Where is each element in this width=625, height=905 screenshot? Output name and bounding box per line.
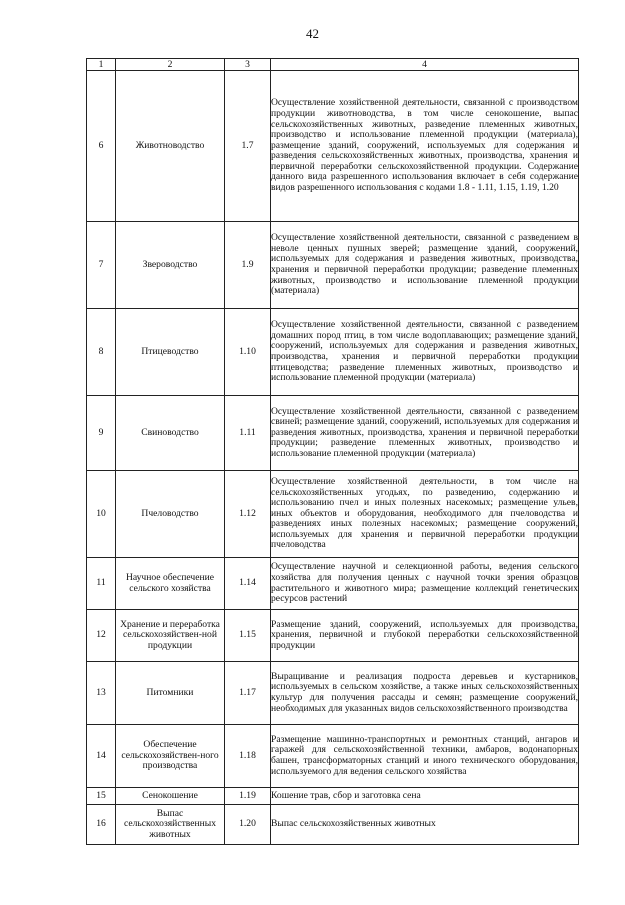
row-code: 1.14 <box>225 558 271 610</box>
row-description: Осуществление хозяйственной деятельности, связанной с разведением в неволе ценных пушных зверей; размещение зданий, сооружений, используемых для содержания и разведения животных, производства, хранения и первичной переработки продукции; разведение племенных животных, производство и использование племенной продукции (материала) <box>271 222 579 309</box>
row-code: 1.17 <box>225 662 271 725</box>
row-name: Выпас сельскохозяйственных животных <box>116 805 225 845</box>
row-description: Осуществление хозяйственной деятельности, в том числе на сельскохозяйственных угодьях, по разведению, содержанию и использованию пчел и иных полезных насекомых; размещение ульев, иных объектов и оборудования, необходимого для пчеловодства и разведениях иных полезных насекомых; размещение сооружений, используемых для хранения и первичной переработки продукции пчеловодства <box>271 471 579 558</box>
table-row <box>87 788 579 805</box>
table-row <box>87 610 579 662</box>
table-row <box>87 222 579 309</box>
row-code: 1.18 <box>225 725 271 788</box>
row-number: 6 <box>87 71 116 222</box>
row-description: Выращивание и реализация подроста деревьев и кустарников, используемых в сельском хозяйстве, а также иных сельскохозяйственных культур для получения рассады и семян; размещение сооружений, необходимых для указанных видов сельскохозяйственного производства <box>271 662 579 725</box>
row-description: Осуществление хозяйственной деятельности, связанной с производством продукции животноводства, в том числе сенокошение, выпас сельскохозяйственных животных, разведение племенных животных, производство и использование племенной продукции (материала), размещение зданий, сооружений, используемых для содержания и разведения сельскохозяйственных животных, производства, хранения и первичной переработки сельскохозяйственной продукции. Содержание данного вида разрешенного использования включает в себя содержание видов разрешенного использования с кодами 1.8 - 1.11, 1.15, 1.19, 1.20 <box>271 71 579 222</box>
row-number: 14 <box>87 725 116 788</box>
row-number: 8 <box>87 309 116 396</box>
row-description: Размещение машинно-транспортных и ремонтных станций, ангаров и гаражей для сельскохозяйственной техники, амбаров, водонапорных башен, трансформаторных станций и иного технического оборудования, используемого для ведения сельского хозяйства <box>271 725 579 788</box>
row-number: 9 <box>87 396 116 471</box>
table-row <box>87 805 579 845</box>
row-code: 1.9 <box>225 222 271 309</box>
row-description: Осуществление научной и селекционной работы, ведения сельского хозяйства для получения ценных с научной точки зрения образцов растительного и животного мира; размещение коллекций генетических ресурсов растений <box>271 558 579 610</box>
header-col-4: 4 <box>271 59 579 71</box>
land-use-table <box>86 58 579 845</box>
row-number: 13 <box>87 662 116 725</box>
row-name: Звероводство <box>116 222 225 309</box>
row-number: 15 <box>87 788 116 805</box>
row-number: 11 <box>87 558 116 610</box>
header-col-2: 2 <box>116 59 225 71</box>
row-name: Пчеловодство <box>116 471 225 558</box>
row-description: Выпас сельскохозяйственных животных <box>271 805 579 845</box>
row-code: 1.7 <box>225 71 271 222</box>
row-name: Питомники <box>116 662 225 725</box>
row-code: 1.15 <box>225 610 271 662</box>
table-row <box>87 725 579 788</box>
table-row <box>87 309 579 396</box>
row-code: 1.12 <box>225 471 271 558</box>
table-row <box>87 71 579 222</box>
header-col-1: 1 <box>87 59 116 71</box>
row-code: 1.20 <box>225 805 271 845</box>
row-number: 16 <box>87 805 116 845</box>
page-number: 42 <box>306 26 319 41</box>
row-name: Обеспечение сельскохозяйствен-ного производства <box>116 725 225 788</box>
row-name: Хранение и переработка сельскохозяйствен-ной продукции <box>116 610 225 662</box>
row-number: 7 <box>87 222 116 309</box>
row-name: Птицеводство <box>116 309 225 396</box>
row-name: Свиноводство <box>116 396 225 471</box>
header-col-3: 3 <box>225 59 271 71</box>
row-code: 1.10 <box>225 309 271 396</box>
row-number: 10 <box>87 471 116 558</box>
table-header-row <box>87 59 579 71</box>
row-description: Осуществление хозяйственной деятельности, связанной с разведением свиней; размещение зданий, сооружений, используемых для содержания и разведения животных, производства, хранения и первичной переработки продукции; разведение племенных животных, производство и использование племенной продукции (материала) <box>271 396 579 471</box>
table-row <box>87 558 579 610</box>
row-description: Размещение зданий, сооружений, используемых для производства, хранения, первичной и глубокой переработки сельскохозяйственной продукции <box>271 610 579 662</box>
row-code: 1.11 <box>225 396 271 471</box>
row-description: Кошение трав, сбор и заготовка сена <box>271 788 579 805</box>
table-row <box>87 662 579 725</box>
row-name: Животноводство <box>116 71 225 222</box>
row-number: 12 <box>87 610 116 662</box>
row-name: Сенокошение <box>116 788 225 805</box>
table-row <box>87 471 579 558</box>
row-name: Научное обеспечение сельского хозяйства <box>116 558 225 610</box>
table-row <box>87 396 579 471</box>
row-code: 1.19 <box>225 788 271 805</box>
row-description: Осуществление хозяйственной деятельности, связанной с разведением домашних пород птиц, в том числе водоплавающих; размещение зданий, сооружений, используемых для содержания и разведения животных, производства, хранения и первичной переработки продукции птицеводства; разведение племенных животных, производство и использование племенной продукции (материала) <box>271 309 579 396</box>
